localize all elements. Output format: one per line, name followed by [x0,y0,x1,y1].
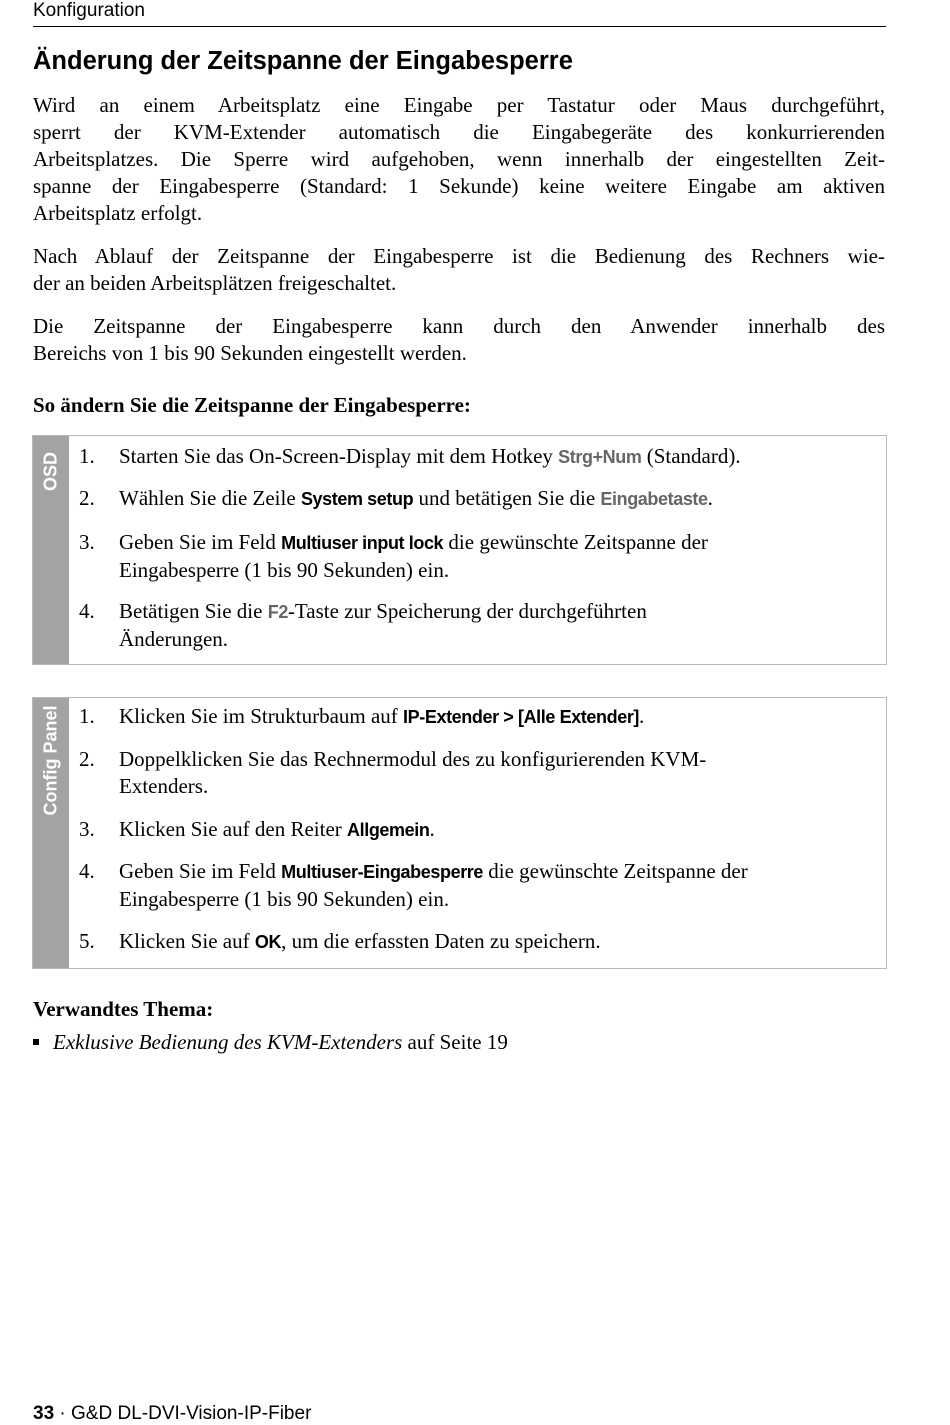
page-footer [33,1403,311,1425]
intro-paragraph [33,92,885,227]
step-number: 5. [79,929,95,953]
ui-label: Multiuser-Eingabesperre [281,862,484,882]
bullet-icon [33,1039,39,1045]
ui-label: Multiuser input lock [281,533,444,553]
step-text [119,485,879,513]
step-number: 1. [79,704,95,728]
step-text-part: Doppelklicken Sie das Rechnermodul des zu konfigurierenden KVM- [119,747,707,771]
step-text-part: (Standard). [641,444,741,468]
step-number: 4. [79,599,95,623]
step-number: 1. [79,444,95,468]
step-text-part: Klicken Sie im Strukturbaum auf [119,704,404,728]
page-title: Änderung der Zeitspanne der Eingabesperre [33,47,573,75]
step-text-part: die gewünschte Zeitspanne der [483,859,748,883]
step-text [119,703,879,731]
step-text-part: Extenders. [119,774,209,798]
related-topic-page-ref: auf Seite 19 [402,1030,508,1054]
step-text-part: Änderungen. [119,627,229,651]
ui-label: OK [254,932,282,952]
step-text-part: Eingabesperre (1 bis 90 Sekunden) ein. [119,887,450,911]
text-line: der an beiden Arbeitsplätzen freigeschaltet. [33,271,397,295]
osd-instructions-box [32,435,887,665]
key-label: Eingabetaste [600,489,708,509]
text-line: Wird an einem Arbeitsplatz eine Eingabe per Tastatur oder Maus durchgeführt, [33,93,885,117]
text-line: Arbeitsplatzes. Die Sperre wird aufgehoben, wenn innerhalb der eingestellten Zeit- [33,147,885,171]
unlock-paragraph [33,243,885,297]
related-topic-heading: Verwandtes Thema: [33,997,214,1021]
osd-steps [69,436,886,664]
related-topic-link[interactable]: Exklusive Bedienung des KVM-Extenders [53,1030,403,1054]
step-text-part: -Taste zur Speicherung der durchgeführten [287,599,647,623]
text-line: sperrt der KVM-Extender automatisch die Eingabegeräte des konkurrierenden [33,120,885,144]
ui-label: IP-Extender > [Alle Extender] [403,707,640,727]
text-line: Arbeitsplatz erfolgt. [33,201,203,225]
step-text [119,928,879,956]
product-name: G&D DL-DVI-Vision-IP-Fiber [71,1403,312,1424]
text-line: Bereichs von 1 bis 90 Sekunden eingestellt werden. [33,341,467,365]
step-text [119,858,879,913]
step-text-part: Klicken Sie auf den Reiter [119,817,348,841]
text-line: spanne der Eingabesperre (Standard: 1 Sekunde) keine weitere Eingabe am aktiven [33,174,885,198]
step-text-part: , um die erfassten Daten zu speichern. [281,929,601,953]
page-number: 33 [33,1403,55,1424]
step-text-part: Geben Sie im Feld [119,530,282,554]
step-text-part: die gewünschte Zeitspanne der [443,530,708,554]
step-text [119,816,879,844]
step-text [119,529,879,584]
range-paragraph [33,313,885,367]
header-divider [33,26,886,27]
ui-label: System setup [300,489,414,509]
ui-label: Allgemein [347,820,430,840]
step-text-part: und betätigen Sie die [413,486,601,510]
related-topic-item [33,1030,508,1055]
procedure-heading: So ändern Sie die Zeitspanne der Eingabesperre: [33,393,471,417]
running-header: Konfiguration [33,0,145,21]
step-number: 2. [79,486,95,510]
step-number: 2. [79,747,95,771]
step-text-part: . [429,817,435,841]
step-text [119,746,879,800]
step-text-part: Starten Sie das On-Screen-Display mit dem Hotkey [119,444,559,468]
text-line: Die Zeitspanne der Eingabesperre kann durch den Anwender innerhalb des [33,314,885,338]
footer-separator: · [54,1403,72,1424]
step-number: 3. [79,530,95,554]
step-number: 3. [79,817,95,841]
step-text-part: Geben Sie im Feld [119,859,282,883]
step-text-part: Eingabesperre (1 bis 90 Sekunden) ein. [119,558,450,582]
config-panel-instructions-box [32,697,887,969]
osd-tab [33,436,69,664]
step-number: 4. [79,859,95,883]
step-text-part: Betätigen Sie die [119,599,268,623]
config-panel-tab-label: Config Panel [40,705,61,816]
config-panel-tab [33,698,69,968]
hotkey-label: Strg+Num [558,447,642,467]
osd-tab-label: OSD [40,451,61,492]
step-text-part: . [639,704,645,728]
step-text [119,598,879,653]
step-text-part: Klicken Sie auf [119,929,255,953]
step-text [119,443,879,471]
key-label: F2 [267,602,288,622]
text-line: Nach Ablauf der Zeitspanne der Eingabesperre ist die Bedienung des Rechners wie- [33,244,885,268]
config-panel-steps [69,698,886,968]
step-text-part: . [707,486,713,510]
step-text-part: Wählen Sie die Zeile [119,486,301,510]
